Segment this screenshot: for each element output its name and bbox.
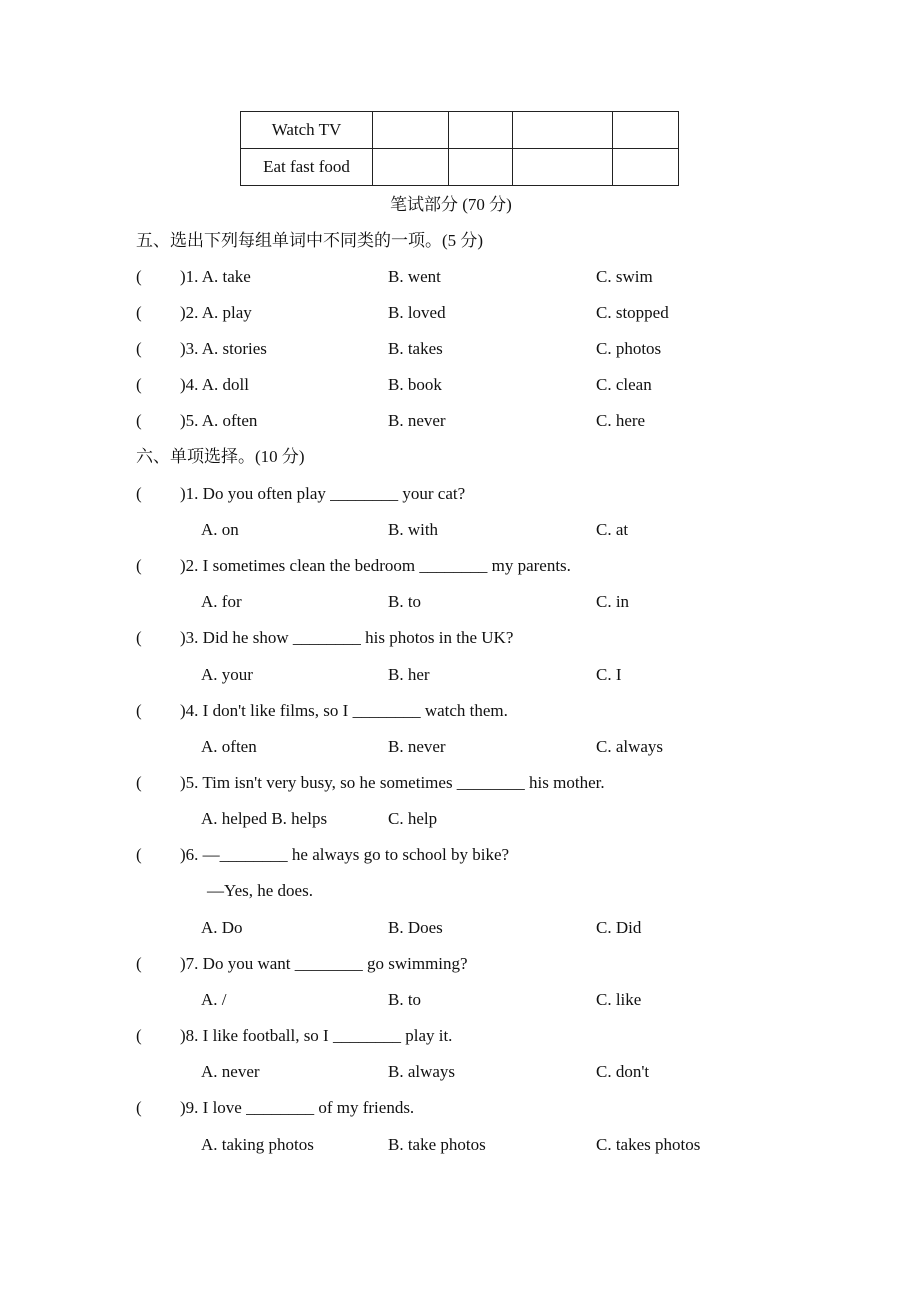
answer-paren: ( xyxy=(136,1098,142,1117)
s6-q8-b: B. always xyxy=(388,1062,456,1081)
s6-q4: )4. I don't like films, so I ________ watch them. xyxy=(180,701,508,720)
s6-q2-c: C. in xyxy=(596,592,630,611)
table-cell xyxy=(373,112,449,149)
s6-q8: )8. I like football, so I ________ play it. xyxy=(180,1026,453,1045)
s6-q4-b: B. never xyxy=(388,737,446,756)
s6-q2-a: A. for xyxy=(201,592,242,611)
table-row xyxy=(241,112,679,149)
s6-q9-c: C. takes photos xyxy=(596,1135,701,1154)
answer-paren: ( xyxy=(136,411,142,430)
s5-q1-b: B. went xyxy=(388,267,441,286)
table-cell xyxy=(449,112,513,149)
answer-paren: ( xyxy=(136,484,142,503)
s6-q6: )6. —________ he always go to school by bike? xyxy=(180,845,510,864)
s6-q2: )2. I sometimes clean the bedroom ________ my parents. xyxy=(180,556,571,575)
answer-paren: ( xyxy=(136,628,142,647)
s5-q2-c: C. stopped xyxy=(596,303,669,322)
s5-q2: )2. A. play xyxy=(180,303,252,322)
s6-q7: )7. Do you want ________ go swimming? xyxy=(180,954,468,973)
s6-q3-b: B. her xyxy=(388,665,430,684)
answer-paren: ( xyxy=(136,845,142,864)
s6-q6-reply: —Yes, he does. xyxy=(207,881,313,900)
s5-q4-b: B. book xyxy=(388,375,442,394)
s6-q7-a: A. / xyxy=(201,990,227,1009)
answer-paren: ( xyxy=(136,773,142,792)
s6-q1-b: B. with xyxy=(388,520,439,539)
answer-paren: ( xyxy=(136,556,142,575)
row-label: Watch TV xyxy=(241,112,373,149)
table-cell xyxy=(613,149,679,186)
s5-q1: )1. A. take xyxy=(180,267,251,286)
s6-q5-a: A. helped B. helps xyxy=(201,809,328,828)
s6-q4-c: C. always xyxy=(596,737,664,756)
s5-q1-c: C. swim xyxy=(596,267,653,286)
s6-q8-a: A. never xyxy=(201,1062,260,1081)
section6-title: 六、单项选择。(10 分) xyxy=(136,447,305,466)
s5-q5-c: C. here xyxy=(596,411,646,430)
table-cell xyxy=(373,149,449,186)
s5-q5-b: B. never xyxy=(388,411,446,430)
s5-q2-b: B. loved xyxy=(388,303,446,322)
table-cell xyxy=(513,112,613,149)
s6-q4-a: A. often xyxy=(201,737,257,756)
s6-q8-c: C. don't xyxy=(596,1062,650,1081)
s5-q4-c: C. clean xyxy=(596,375,652,394)
s6-q6-c: C. Did xyxy=(596,918,642,937)
s6-q3: )3. Did he show ________ his photos in the UK? xyxy=(180,628,514,647)
s5-q4: )4. A. doll xyxy=(180,375,249,394)
s5-q3-b: B. takes xyxy=(388,339,443,358)
s6-q5: )5. Tim isn't very busy, so he sometimes ________ his mother. xyxy=(180,773,605,792)
answer-paren: ( xyxy=(136,339,142,358)
s6-q1: )1. Do you often play ________ your cat? xyxy=(180,484,466,503)
table-cell xyxy=(513,149,613,186)
s6-q1-a: A. on xyxy=(201,520,239,539)
s6-q6-a: A. Do xyxy=(201,918,243,937)
s5-q3: )3. A. stories xyxy=(180,339,267,358)
table-cell xyxy=(449,149,513,186)
s6-q3-c: C. I xyxy=(596,665,622,684)
table-row xyxy=(241,149,679,186)
survey-table xyxy=(240,111,679,186)
s6-q9: )9. I love ________ of my friends. xyxy=(180,1098,415,1117)
s6-q1-c: C. at xyxy=(596,520,629,539)
s5-q5: )5. A. often xyxy=(180,411,258,430)
s6-q3-a: A. your xyxy=(201,665,253,684)
s6-q6-b: B. Does xyxy=(388,918,443,937)
s6-q9-a: A. taking photos xyxy=(201,1135,314,1154)
s6-q5-b: C. help xyxy=(388,809,438,828)
answer-paren: ( xyxy=(136,1026,142,1045)
section5-title: 五、选出下列每组单词中不同类的一项。(5 分) xyxy=(136,231,484,250)
s6-q7-c: C. like xyxy=(596,990,642,1009)
answer-paren: ( xyxy=(136,701,142,720)
s6-q9-b: B. take photos xyxy=(388,1135,486,1154)
row-label: Eat fast food xyxy=(241,149,373,186)
table-cell xyxy=(613,112,679,149)
answer-paren: ( xyxy=(136,267,142,286)
s6-q2-b: B. to xyxy=(388,592,422,611)
s5-q3-c: C. photos xyxy=(596,339,662,358)
s6-q7-b: B. to xyxy=(388,990,422,1009)
answer-paren: ( xyxy=(136,375,142,394)
answer-paren: ( xyxy=(136,954,142,973)
written-part-heading: 笔试部分 (70 分) xyxy=(390,195,512,214)
answer-paren: ( xyxy=(136,303,142,322)
